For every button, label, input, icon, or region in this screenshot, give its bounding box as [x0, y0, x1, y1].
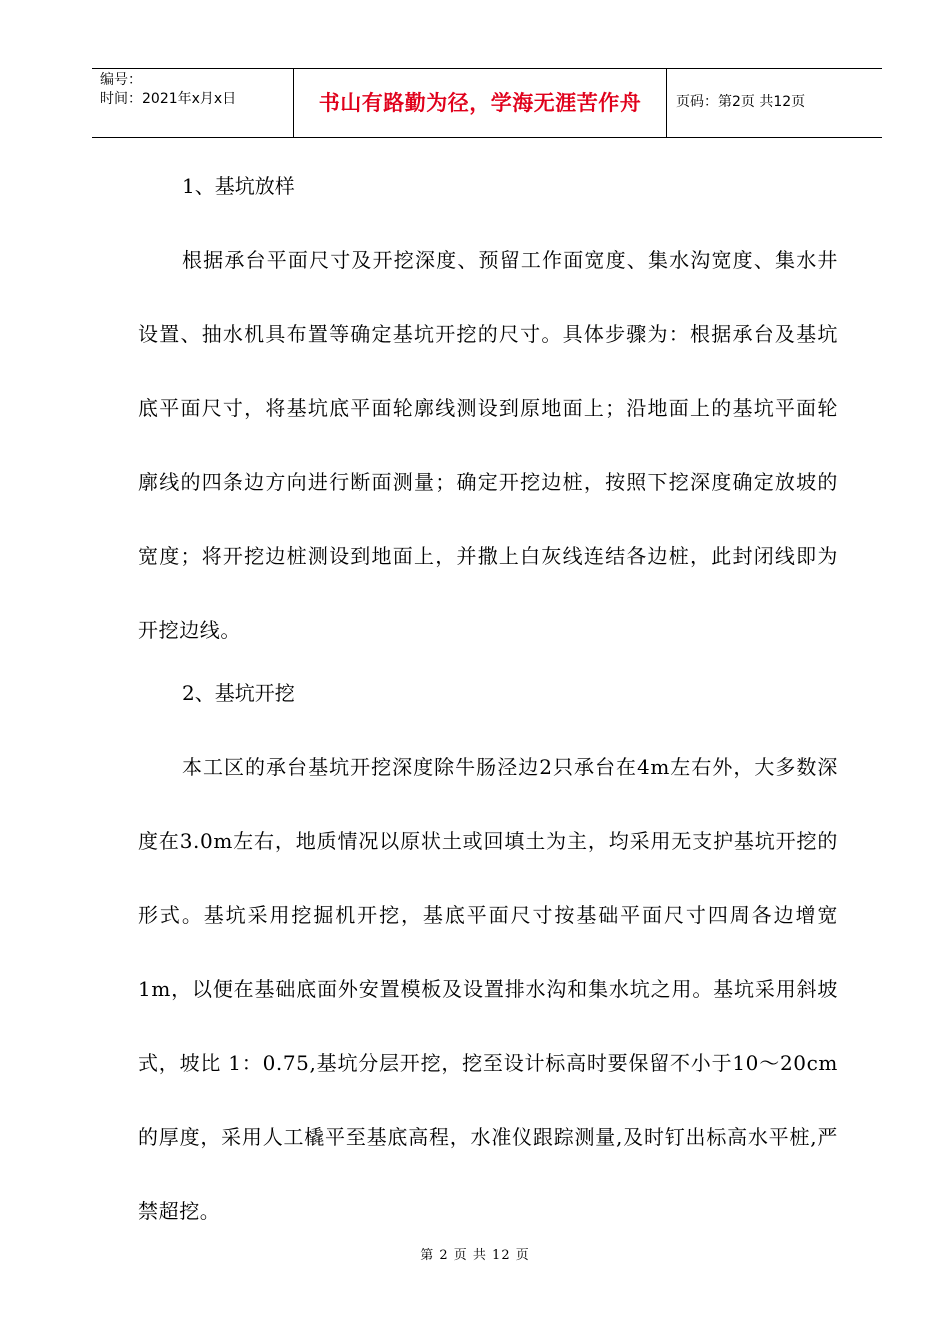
document-header: [92, 68, 882, 138]
header-motto-cell: [293, 69, 667, 137]
page-info-label: 页码：第2页 共12页: [676, 94, 806, 110]
section-paragraph-stakeout: 根据承台平面尺寸及开挖深度、预留工作面宽度、集水沟宽度、集水井设置、抽水机具布置等确定基坑开挖的尺寸。具体步骤为：根据承台及基坑底平面尺寸，将基坑底平面轮廓线测设到原地面上；沿地面上的基坑平面轮廓线的四条边方向进行断面测量；确定开挖边桩，按照下挖深度确定放坡的宽度；将开挖边桩测设到地面上，并撒上白灰线连结各边桩，此封闭线即为开挖边线。: [138, 248, 838, 642]
motto-text: 书山有路勤为径，学海无涯苦作舟: [318, 91, 642, 115]
section-heading-stakeout: 1、基坑放样: [182, 174, 295, 198]
page-footer: 第 2 页 共 12 页: [420, 1248, 530, 1263]
header-meta-cell: [92, 69, 292, 137]
header-page-cell: [666, 69, 882, 137]
section-paragraph-excavation: 本工区的承台基坑开挖深度除牛肠泾边2只承台在4m左右外，大多数深度在3.0m左右，地质情况以原状土或回填土为主，均采用无支护基坑开挖的形式。基坑采用挖掘机开挖，基底平面尺寸按基础平面尺寸四周各边增宽1m，以便在基础底面外安置模板及设置排水沟和集水坑之用。基坑采用斜坡式，坡比 1：0.75,基坑分层开挖，挖至设计标高时要保留不小于10～20cm的厚度，采用人工橇平至基底高程，水准仪跟踪测量,及时钉出标高水平桩,严禁超挖。: [138, 755, 838, 1223]
date-label: 时间：2021年x月x日: [100, 91, 237, 107]
document-body: [138, 160, 838, 1248]
serial-number-label: 编号：: [100, 72, 142, 88]
section-heading-excavation: 2、基坑开挖: [182, 681, 295, 705]
